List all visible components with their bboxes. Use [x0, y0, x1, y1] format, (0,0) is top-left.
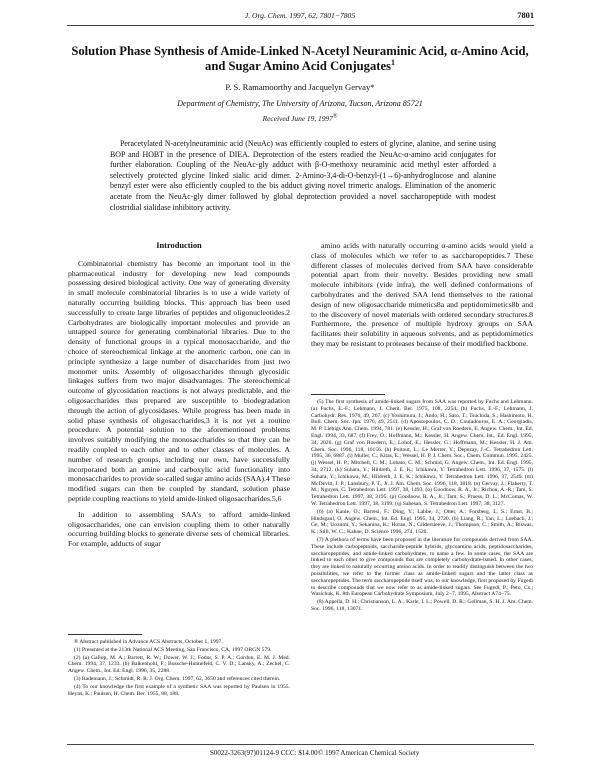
- affiliation: Department of Chemistry, The University of Arizona, Tucson, Arizona 85721: [177, 99, 423, 108]
- right-column: [311, 241, 533, 349]
- received-mark: ®: [332, 113, 338, 120]
- footnote-rule-left: [68, 634, 142, 635]
- footnote: (6) (a) Kanie, O.; Barresi, F.; Ding, Y.; Labbe, J.; Otter, A.; Forsberg, L. S.; Ernst, B.; Hindsgaul, O. Angew. Chem., Int. Ed. Engl. 1995, 34, 2720. (b) Liang, R.; Yan, L.; Loebach, J.; Ge, M.; Uozumi, Y.; Sekanina, K.; Horan, N.; Gildersleeve, J.; Thompson, C.; Smith, A.; Biswas, K.; Still, W. C.; Kahne, D. Science 1996, 274, 1520.: [311, 508, 533, 536]
- footnote: (3) Rademann, J.; Schmidt, R. R. J. Org. Chem. 1997, 62, 3650 and references cited therein.: [74, 675, 281, 682]
- footnotes-right: [311, 399, 533, 614]
- footnote: (4) To our knowledge the first example of a synthetic SAA was reported by Paulsen in 1955. Heyns, K.; Paulsen, H. Chem. Ber. 1955, 88, 188.: [68, 683, 290, 697]
- footnote: (1) Presented at the 213th National ACS Meeting, San Francisco, CA, 1997 ORGN 579.: [74, 646, 272, 653]
- article-title-text: Solution Phase Synthesis of Amide-Linked N-Acetyl Neuraminic Acid, α-Amino Acid, and Sugar Amino Acid Conjugates: [71, 44, 529, 73]
- footnote: (2) (a) Gallop, M. A.; Barrett, R. W.; Dower, W. J.; Fodor, S. P. A.; Gordon, E. M. J. Med. Chem. 1994, 37, 1233. (b) Balkenhohl, F.; Bussche-Hunnefeld, C. V. D.; Lansky, A.; Zechel, C. Angew. Chem., Int. Ed. Engl. 1996, 35, 2288.: [68, 654, 290, 675]
- received-date: [0, 114, 600, 123]
- footnote-rule-right: [311, 394, 385, 395]
- abstract: Peracetylated N-acetylneuraminic acid (NeuAc) was efficiently coupled to esters of glycine, alanine, and serine using BOP and HOBT in the presence of DIEA. Deprotection of the esters readied the NeuAc-α-amino acid conjugates for further elaboration. Coupling of the NeuAc-gly adduct with β-O-methoxy neuraminic acid methyl ester afforded a selectively protected glycine linked sialic acid dimer. 2-Amino-3,4-di-O-benzyl-(1→6)-anhydroglucose and alanine benzyl ester were also efficiently coupled to the bis adduct giving novel trimeric analogs. Elimination of the anomeric acetate from the NeuAc-gly dimer followed by global deprotection provided a novel saccharopeptide with modest clostridial sialidase inhibitory activity.: [110, 139, 496, 212]
- article-code: S0022-3263(97)01124-9 CCC: $14.00: [210, 749, 318, 757]
- footnote: (7) A plethora of terms have been proposed in the literature for compounds derived from SAA. These include carbopeptoids, saccharide-peptide hybrids, glycoamino acids, peptidosaccharides, saccharopeptides, and amide-linked carbohydrates, to name a few. In some cases, the SAA are linked to each other to give compounds that are completely carbohydrate-based. In other cases, they are linked to naturally occurring amino acids. In order to readily distinguish between the two possibilities, we refer to the former class as amide-linked sugars and the latter class as saccharopeptides. The term saccharopeptide itself was, to our knowledge, first proposed by Fugedi to describe compounds that we now refer to as amide-linked sugars. See Fugedi, P.; Peto, Cs.; Wasichuk, K. 8th European Carbohydrate Symposium, July 2−7, 1995, Abstract A74−75.: [311, 536, 533, 598]
- title-footnote-mark: 1: [390, 57, 395, 67]
- received-text: Received June 19, 1997: [262, 114, 333, 123]
- right-paragraph: amino acids with naturally occurring α-amino acids would yield a class of molecules which we refer to as saccharopeptides.7 These different classes of molecules derived from SAA have considerable potential apart from their novelty. Besides providing new small molecule inhibitors (vide infra), the well defined conformations of carbohydrates and the derived SAA lend themselves to the rational design of new oligosaccharide mimetics8a and peptidomimetics8b and to the discovery of novel materials with ordered secondary structures.8 Furthermore, the presence of multiple hydroxy groups on SAA facilitates their solubility in aqueous solvents, and as peptidomimetics they may be resistant to proteases because of their modified backbone.: [311, 241, 533, 348]
- footnote: ® Abstract published in Advance ACS Abstracts, October 1, 1997.: [74, 639, 223, 645]
- section-heading-introduction: Introduction: [156, 241, 202, 250]
- footer-rule: [67, 744, 534, 745]
- footnote: (5) The first synthesis of amide-linked sugars from SAA was reported by Fuchs and Lehmann. (a) Fuchs, E.-F.; Lehmann, J. Chem. Ber. 1975, 108, 2254. (b) Fuchs, E.-F.; Lehmann, J. Carbohydr. Res. 1976, 49, 267. (c) Yoshimura, J.; Ando, H.; Sato, T.; Tsuchida, S.; Hashimoto, H. Bull. Chem. Soc. Jpn. 1976, 49, 2511. (d) Apostopoulos, C. D.; Couladouros, E. A.; Georgiadis, M. P. Liebigs Ann. Chem. 1994, 781. (e) Kessler, H.; Graf von Roedern, E. Angew. Chem., Int. Ed. Engl. 1994, 33, 687. (f) Frey, O.; Hoffmann, M.; Kessler, H. Angew. Chem. Int., Ed. Engl. 1995, 34, 2026. (g) Graf von Roedern, E.; Lohof, E.; Hessler, G.; Hoffmann, M.; Kessler, H. J. Am. Chem. Soc. 1996, 118, 10156. (h) Poitout, L.; Le Merrer, Y.; Depezay, J.-C. Tetrahedron Lett. 1995, 36, 6887. (i) Muller, C.; Kitas, E.; Wessel, H. P. J. Chem. Soc., Chem. Commun. 1995, 2425. (j) Wessel, H. P.; Mitchell, C. M.; Lobato, C. M.; Schmid, G. Angew. Chem., Int. Ed. Engl. 1995, 34, 2712. (k) Suhara, Y.; Hildreth, J. E. K.; Ichikawa, Y. Tetrahedron Lett. 1996, 37, 1575. (l) Suhara, Y.; Ichikawa, M.; Hildreth, J. E. K.; Ichikawa, Y. Tetrahedron Lett. 1996, 37, 2549. (m) McDevitt, J. P.; Lansbury, P. T., Jr. J. Am. Chem. Soc. 1996, 118, 3818. (n) Gervay, J.; Flaherty, T. M.; Nguyen, C. Tetrahedron Lett. 1997, 38, 1493. (o) Goodnow, R. A., Jr.; Richou, A.-R.; Tam, S. Tetrahedron Lett. 1997, 38, 3195. (p) Goodnow, R. A., Jr.; Tam, S.; Pruess, D. L.; McComas, W. W. Tetrahedron Lett. 1997, 38, 3199. (q) Sabesan, S. Tetrahedron Lett. 1997, 38, 3127.: [311, 399, 533, 507]
- footnotes-left: [68, 639, 290, 698]
- footnote: (8) Appella, D. H.; Christianson, L. A.; Karle, I. L.; Powell, D. R.; Gellman, S. H. J. Am. Chem. Soc. 1996, 118, 13071.: [311, 599, 533, 612]
- header-rule: [67, 25, 534, 26]
- copyright: © 1997 American Chemical Society: [318, 749, 420, 757]
- running-head: [0, 11, 600, 25]
- left-column: [68, 241, 290, 549]
- intro-paragraph-1: Combinatorial chemistry has become an important tool in the pharmaceutical industry for developing new lead compounds possessing desired biological activity. One way of generating diversity in small molecule combinatorial libraries is to use a wide variety of naturally occurring building blocks. This approach has been used successfully to create large libraries of peptides and oligonucleotides.2 Carbohydrates are biologically important molecules and provide an untapped source for generating combinatorial libraries. Due to the density of functional groups in a typical monosaccharide, and the choice of stereochemical linkage at the anomeric carbon, one can in principle synthesize a large number of disaccharides from just two monomer units. Assembly of oligosaccharides through glycosidic linkages suffers from two major disadvantages. The stereochemical outcome of glycosidation reactions is not always predictable, and the oligosaccharides thus prepared are susceptible to biodegradation through the action of glycosidases. While progress has been made in solid phase synthesis of oligosaccharides,3 it is not yet a routine procedure. A potential solution to the aforementioned problems involves suitably modifying the monosaccharides so that they can be readily coupled to each other and to other classes of molecules. A number of research groups, including our own, have successfully incorporated both an amine and carboxylic acid functionality into monosaccharides to provide so-called sugar amino acids (SAA).4 These modified sugars can then be coupled by standard, solution phase peptide coupling reactions to yield amide-linked oligosaccharides.5,6: [68, 258, 290, 503]
- article-title: [60, 44, 540, 74]
- journal-citation: J. Org. Chem. 1997, 62, 7801−7805: [244, 11, 356, 20]
- intro-paragraph-2: In addition to assembling SAA's to afford amide-linked oligosaccharides, one can envision coupling them to other naturally occurring building blocks to generate diverse sets of chemical libraries. For example, adducts of sugar: [68, 509, 290, 549]
- authors: P. S. Ramamoorthy and Jacquelyn Gervay*: [225, 82, 375, 92]
- page-number: 7801: [517, 11, 534, 20]
